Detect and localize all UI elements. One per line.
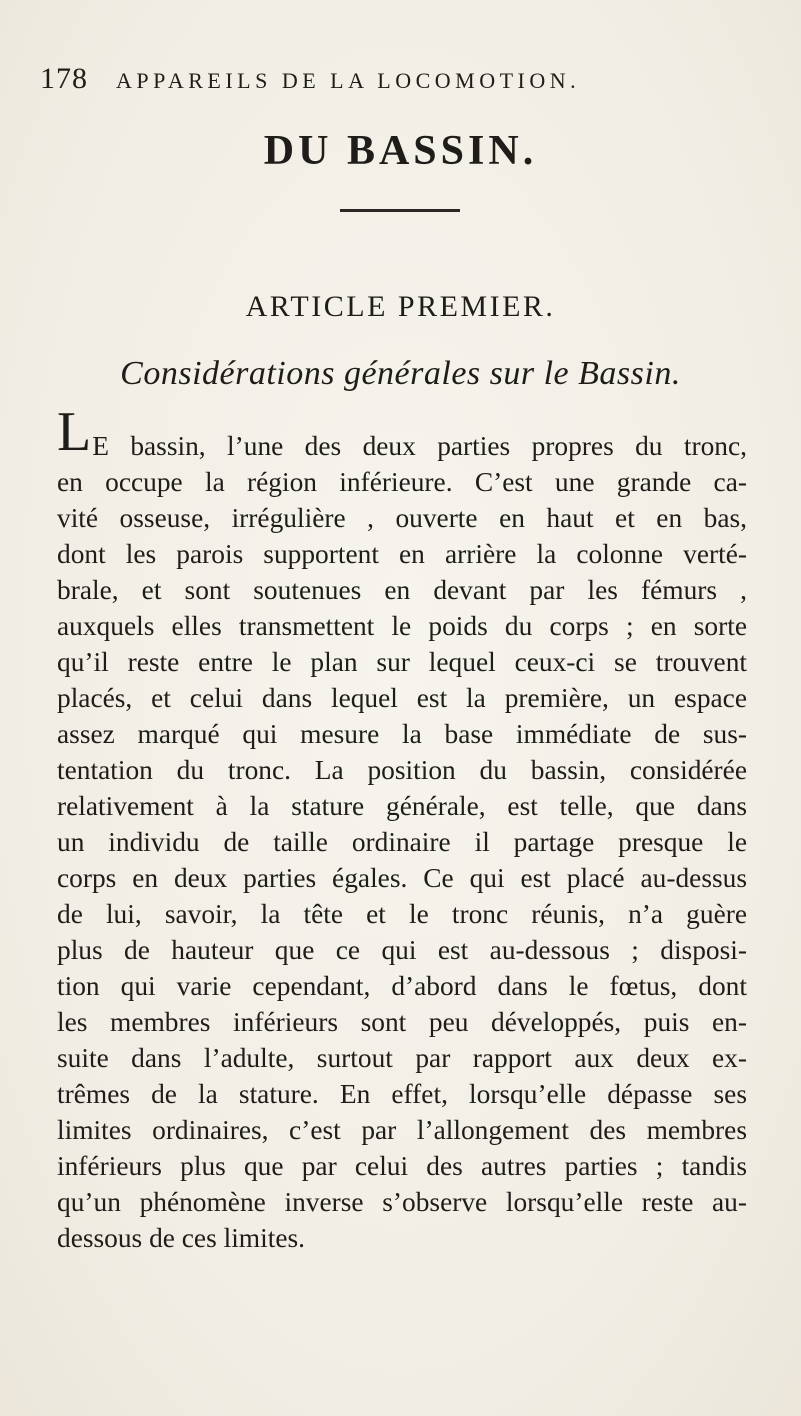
text-line: corps en deux parties égales. Ce qui est placé au-dessus xyxy=(57,863,747,893)
text-line: vité osseuse, irrégulière , ouverte en haut et en bas, xyxy=(57,503,747,533)
body-paragraph xyxy=(57,401,747,1256)
text-line: tion qui varie cependant, d’abord dans le fœtus, dont xyxy=(57,971,747,1001)
running-title: APPAREILS DE LA LOCOMOTION. xyxy=(116,68,581,93)
text-line: tentation du tronc. La position du bassin, considérée xyxy=(57,755,747,785)
text-line: limites ordinaires, c’est par l’allongement des membres xyxy=(57,1115,747,1145)
text-line: assez marqué qui mesure la base immédiate de sus- xyxy=(57,719,747,749)
text-line: dessous de ces limites. xyxy=(57,1223,306,1253)
text-line: brale, et sont soutenues en devant par les fémurs , xyxy=(57,575,747,605)
article-title: ARTICLE PREMIER. xyxy=(245,290,556,323)
drop-cap: L xyxy=(57,401,92,463)
title-rule xyxy=(340,209,460,212)
subtitle: Considérations générales sur le Bassin. xyxy=(120,355,681,392)
text-line: un individu de taille ordinaire il partage presque le xyxy=(57,827,747,857)
text-line: suite dans l’adulte, surtout par rapport aux deux ex- xyxy=(57,1043,747,1073)
text-line: inférieurs plus que par celui des autres parties ; tandis xyxy=(57,1151,747,1181)
text-line: relativement à la stature générale, est telle, que dans xyxy=(57,791,747,821)
text-line: plus de hauteur que ce qui est au-dessous ; disposi- xyxy=(57,935,747,965)
text-line: placés, et celui dans lequel est la première, un espace xyxy=(57,683,747,713)
text-line: qu’un phénomène inverse s’observe lorsqu’elle reste au- xyxy=(57,1187,747,1217)
text-line: de lui, savoir, la tête et le tronc réunis, n’a guère xyxy=(57,899,747,929)
text-line: dont les parois supportent en arrière la colonne verté- xyxy=(57,539,747,569)
text-line: en occupe la région inférieure. C’est une grande ca- xyxy=(57,467,747,497)
text-line xyxy=(57,401,747,464)
section-title: DU BASSIN. xyxy=(263,128,538,174)
text-line: les membres inférieurs sont peu développés, puis en- xyxy=(57,1007,747,1037)
text-line-content: E bassin, l’une des deux parties propres du tronc, xyxy=(92,431,747,461)
text-line: trêmes de la stature. En effet, lorsqu’elle dépasse ses xyxy=(57,1079,747,1109)
page-number: 178 xyxy=(40,62,88,95)
running-head xyxy=(40,62,760,98)
text-line: auxquels elles transmettent le poids du corps ; en sorte xyxy=(57,611,747,641)
text-line: qu’il reste entre le plan sur lequel ceux-ci se trouvent xyxy=(57,647,747,677)
